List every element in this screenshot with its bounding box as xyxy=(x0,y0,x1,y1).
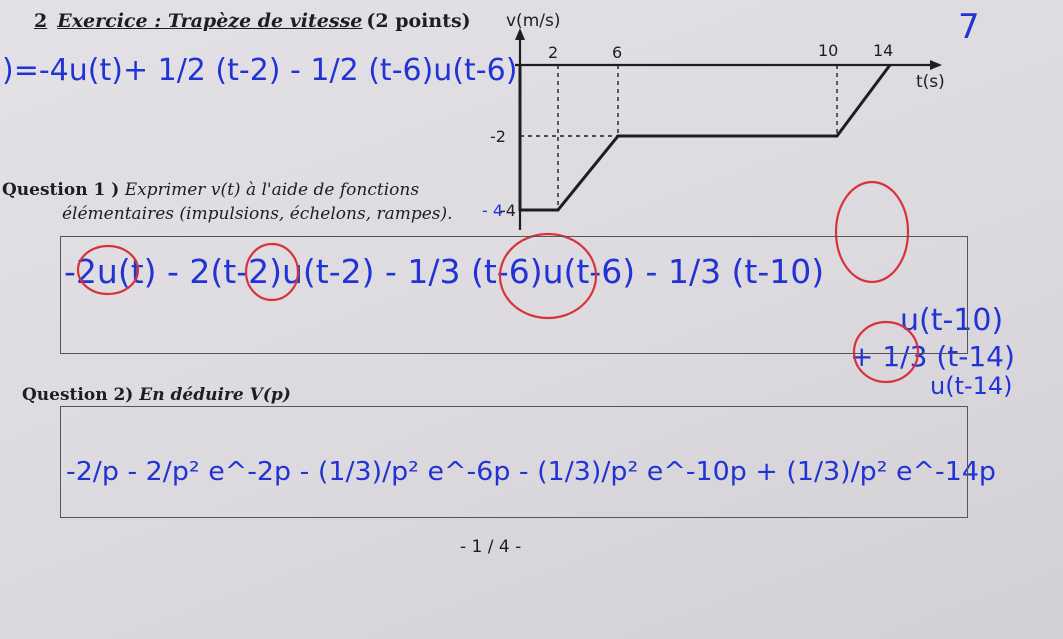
hw-graph-marks: - 4 xyxy=(482,201,504,220)
x-tick-14: 14 xyxy=(873,41,894,60)
x-axis-arrow-icon xyxy=(930,60,942,70)
question2-body: En déduire xyxy=(139,385,244,405)
question1-text-b: à l'aide de fonctions xyxy=(245,180,420,200)
exercise-number: 2 xyxy=(34,10,48,32)
question2-text xyxy=(22,385,291,405)
exercise-points: (2 points) xyxy=(366,10,471,32)
hw-answer1-line3: + 1/3 (t-14) xyxy=(850,340,1015,373)
y-axis-label: v(m/s) xyxy=(506,11,561,31)
velocity-curve xyxy=(520,65,890,210)
hw-answer1-line4: u(t-14) xyxy=(930,372,1013,400)
question1-line2: élémentaires (impulsions, échelons, rampes). xyxy=(62,204,453,224)
x-axis-label: t(s) xyxy=(916,72,945,92)
hw-corner-mark: 7 xyxy=(958,7,980,47)
y-tick-minus-4: -4 xyxy=(500,201,516,220)
y-tick-minus-2: -2 xyxy=(490,127,506,146)
page-number: - 1 / 4 - xyxy=(460,537,522,557)
answer-box-1 xyxy=(60,236,968,354)
hw-top-line: )=-4u(t)+ 1/2 (t-2) - 1/2 (t-6)u(t-6) xyxy=(2,53,518,88)
x-tick-6: 6 xyxy=(612,43,623,62)
x-tick-10: 10 xyxy=(818,41,839,60)
hw-answer1-line2: u(t-10) xyxy=(900,303,1004,338)
question1-text xyxy=(2,180,419,200)
x-tick-2: 2 xyxy=(548,43,559,62)
answer-box-2 xyxy=(60,406,968,518)
hw-answer2: -2/p - 2/p² e^-2p - (1/3)/p² e^-6p - (1/3)/p² e^-10p + (1/3)/p² e^-14p xyxy=(66,457,996,487)
question1-var: v(t) xyxy=(210,180,241,200)
question2-label: Question 2) xyxy=(22,385,134,405)
exercise-title: Exercice : Trapèze de vitesse xyxy=(57,10,363,32)
hw-answer1-line1: -2u(t) - 2(t-2)u(t-2) - 1/3 (t-6)u(t-6) - 1/3 (t-10) xyxy=(64,252,825,291)
question2-var: V(p) xyxy=(249,385,291,405)
question1-text-a: Exprimer xyxy=(124,180,206,200)
question1-label: Question 1 ) xyxy=(2,180,120,200)
